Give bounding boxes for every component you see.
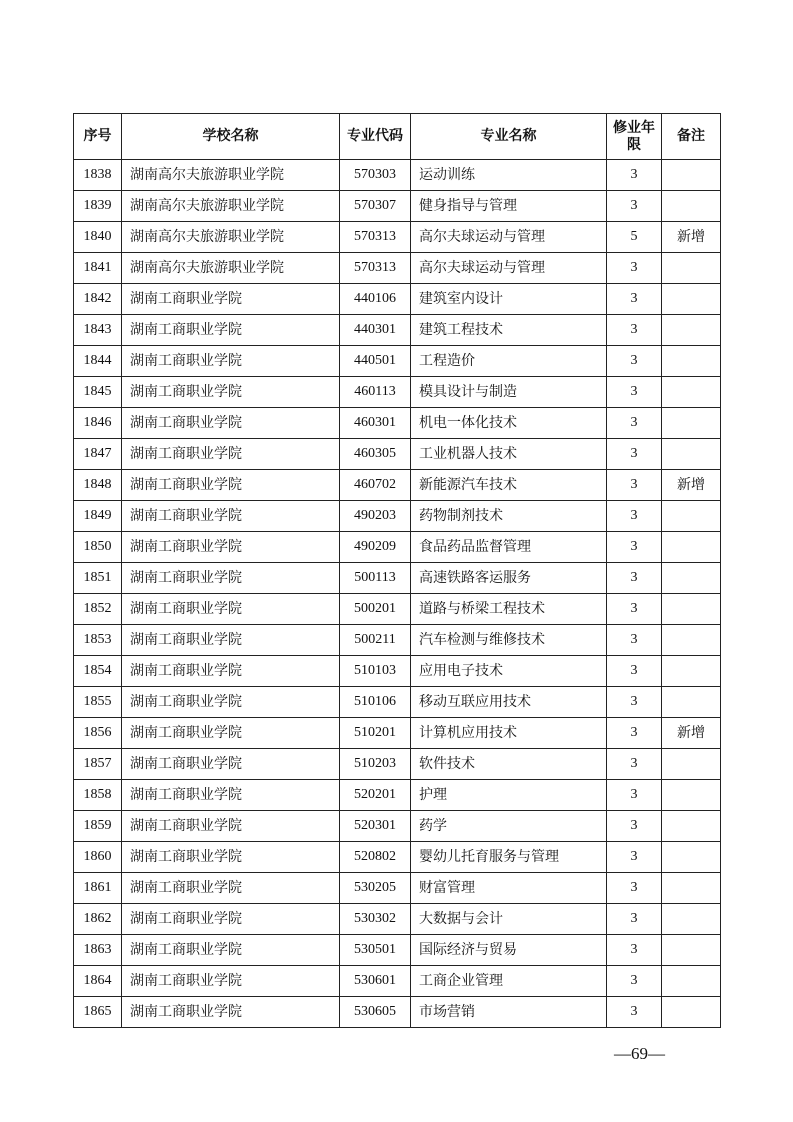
cell-code: 520201: [340, 780, 411, 811]
table-row: [74, 749, 721, 780]
cell-years: 3: [607, 532, 662, 563]
cell-major: 移动互联应用技术: [411, 687, 607, 718]
table-row: [74, 904, 721, 935]
cell-no: 1857: [74, 749, 122, 780]
cell-note: [662, 253, 721, 284]
cell-school: 湖南工商职业学院: [122, 439, 340, 470]
cell-code: 530601: [340, 966, 411, 997]
cell-code: 490203: [340, 501, 411, 532]
table-row: [74, 160, 721, 191]
cell-no: 1850: [74, 532, 122, 563]
cell-years: 3: [607, 966, 662, 997]
cell-no: 1849: [74, 501, 122, 532]
cell-no: 1841: [74, 253, 122, 284]
cell-code: 570313: [340, 222, 411, 253]
cell-school: 湖南工商职业学院: [122, 532, 340, 563]
cell-years: 3: [607, 501, 662, 532]
header-note: 备注: [662, 114, 721, 160]
table-row: [74, 346, 721, 377]
table-row: [74, 780, 721, 811]
table-row: [74, 997, 721, 1028]
cell-code: 520301: [340, 811, 411, 842]
cell-note: [662, 997, 721, 1028]
cell-school: 湖南工商职业学院: [122, 563, 340, 594]
cell-code: 500211: [340, 625, 411, 656]
cell-no: 1853: [74, 625, 122, 656]
cell-years: 3: [607, 594, 662, 625]
cell-school: 湖南工商职业学院: [122, 966, 340, 997]
cell-years: 3: [607, 191, 662, 222]
cell-years: 3: [607, 563, 662, 594]
cell-no: 1847: [74, 439, 122, 470]
cell-code: 460702: [340, 470, 411, 501]
cell-no: 1840: [74, 222, 122, 253]
cell-no: 1859: [74, 811, 122, 842]
header-major: 专业名称: [411, 114, 607, 160]
cell-code: 440301: [340, 315, 411, 346]
cell-no: 1842: [74, 284, 122, 315]
cell-school: 湖南工商职业学院: [122, 997, 340, 1028]
table-row: [74, 532, 721, 563]
cell-no: 1838: [74, 160, 122, 191]
header-years: 修业年限: [607, 114, 662, 160]
cell-no: 1852: [74, 594, 122, 625]
cell-major: 新能源汽车技术: [411, 470, 607, 501]
cell-no: 1854: [74, 656, 122, 687]
table-row: [74, 842, 721, 873]
cell-school: 湖南工商职业学院: [122, 718, 340, 749]
cell-code: 570313: [340, 253, 411, 284]
cell-no: 1865: [74, 997, 122, 1028]
cell-years: 3: [607, 904, 662, 935]
cell-years: 3: [607, 935, 662, 966]
cell-no: 1858: [74, 780, 122, 811]
cell-note: [662, 501, 721, 532]
cell-code: 490209: [340, 532, 411, 563]
cell-school: 湖南工商职业学院: [122, 749, 340, 780]
cell-years: 3: [607, 315, 662, 346]
table-body: [74, 160, 721, 1028]
cell-major: 模具设计与制造: [411, 377, 607, 408]
cell-no: 1860: [74, 842, 122, 873]
majors-table: [73, 113, 721, 1028]
cell-school: 湖南工商职业学院: [122, 656, 340, 687]
cell-no: 1848: [74, 470, 122, 501]
cell-school: 湖南工商职业学院: [122, 594, 340, 625]
page-number: —69—: [614, 1044, 665, 1063]
table-row: [74, 253, 721, 284]
cell-note: [662, 377, 721, 408]
cell-years: 3: [607, 625, 662, 656]
table-row: [74, 656, 721, 687]
table-row: [74, 687, 721, 718]
table-row: [74, 315, 721, 346]
cell-major: 工业机器人技术: [411, 439, 607, 470]
cell-school: 湖南工商职业学院: [122, 625, 340, 656]
cell-code: 530501: [340, 935, 411, 966]
cell-school: 湖南工商职业学院: [122, 873, 340, 904]
cell-major: 护理: [411, 780, 607, 811]
cell-code: 510106: [340, 687, 411, 718]
cell-years: 3: [607, 811, 662, 842]
cell-note: [662, 625, 721, 656]
cell-code: 530205: [340, 873, 411, 904]
cell-major: 高尔夫球运动与管理: [411, 222, 607, 253]
cell-major: 机电一体化技术: [411, 408, 607, 439]
cell-note: [662, 811, 721, 842]
cell-school: 湖南高尔夫旅游职业学院: [122, 253, 340, 284]
table-row: [74, 284, 721, 315]
cell-code: 510201: [340, 718, 411, 749]
table-row: [74, 191, 721, 222]
cell-no: 1851: [74, 563, 122, 594]
cell-code: 460113: [340, 377, 411, 408]
cell-years: 3: [607, 718, 662, 749]
table-row: [74, 966, 721, 997]
table-header-row: [74, 114, 721, 160]
cell-note: [662, 594, 721, 625]
cell-code: 520802: [340, 842, 411, 873]
table-row: [74, 439, 721, 470]
cell-note: [662, 408, 721, 439]
cell-school: 湖南工商职业学院: [122, 315, 340, 346]
cell-school: 湖南工商职业学院: [122, 687, 340, 718]
cell-code: 440106: [340, 284, 411, 315]
cell-major: 软件技术: [411, 749, 607, 780]
cell-note: [662, 346, 721, 377]
cell-school: 湖南工商职业学院: [122, 284, 340, 315]
table-row: [74, 594, 721, 625]
cell-school: 湖南工商职业学院: [122, 904, 340, 935]
cell-school: 湖南工商职业学院: [122, 377, 340, 408]
cell-school: 湖南工商职业学院: [122, 811, 340, 842]
header-no: 序号: [74, 114, 122, 160]
cell-note: [662, 160, 721, 191]
cell-note: [662, 284, 721, 315]
cell-note: [662, 656, 721, 687]
cell-school: 湖南工商职业学院: [122, 842, 340, 873]
cell-major: 药物制剂技术: [411, 501, 607, 532]
cell-years: 3: [607, 749, 662, 780]
cell-years: 3: [607, 687, 662, 718]
cell-note: 新增: [662, 718, 721, 749]
cell-school: 湖南高尔夫旅游职业学院: [122, 191, 340, 222]
cell-note: [662, 191, 721, 222]
cell-note: [662, 749, 721, 780]
cell-major: 建筑室内设计: [411, 284, 607, 315]
cell-note: [662, 563, 721, 594]
cell-school: 湖南工商职业学院: [122, 470, 340, 501]
cell-code: 440501: [340, 346, 411, 377]
cell-school: 湖南高尔夫旅游职业学院: [122, 222, 340, 253]
table-row: [74, 873, 721, 904]
cell-major: 高速铁路客运服务: [411, 563, 607, 594]
cell-code: 530605: [340, 997, 411, 1028]
cell-note: [662, 842, 721, 873]
cell-code: 500201: [340, 594, 411, 625]
cell-major: 大数据与会计: [411, 904, 607, 935]
cell-note: [662, 439, 721, 470]
cell-no: 1846: [74, 408, 122, 439]
table-row: [74, 935, 721, 966]
cell-major: 健身指导与管理: [411, 191, 607, 222]
header-code: 专业代码: [340, 114, 411, 160]
cell-note: [662, 780, 721, 811]
cell-major: 建筑工程技术: [411, 315, 607, 346]
table-row: [74, 408, 721, 439]
table-row: [74, 718, 721, 749]
cell-no: 1845: [74, 377, 122, 408]
cell-years: 3: [607, 842, 662, 873]
cell-code: 500113: [340, 563, 411, 594]
cell-years: 3: [607, 408, 662, 439]
cell-school: 湖南工商职业学院: [122, 346, 340, 377]
cell-major: 应用电子技术: [411, 656, 607, 687]
cell-no: 1864: [74, 966, 122, 997]
cell-no: 1844: [74, 346, 122, 377]
table-row: [74, 377, 721, 408]
cell-major: 财富管理: [411, 873, 607, 904]
cell-years: 3: [607, 656, 662, 687]
cell-years: 3: [607, 284, 662, 315]
cell-note: [662, 904, 721, 935]
cell-years: 3: [607, 470, 662, 501]
cell-no: 1861: [74, 873, 122, 904]
cell-note: [662, 687, 721, 718]
cell-note: [662, 935, 721, 966]
cell-major: 婴幼儿托育服务与管理: [411, 842, 607, 873]
table-row: [74, 222, 721, 253]
cell-years: 5: [607, 222, 662, 253]
cell-major: 运动训练: [411, 160, 607, 191]
cell-years: 3: [607, 253, 662, 284]
table-row: [74, 470, 721, 501]
cell-code: 510203: [340, 749, 411, 780]
cell-school: 湖南工商职业学院: [122, 408, 340, 439]
cell-no: 1863: [74, 935, 122, 966]
table-row: [74, 563, 721, 594]
cell-code: 570303: [340, 160, 411, 191]
cell-no: 1856: [74, 718, 122, 749]
cell-school: 湖南工商职业学院: [122, 935, 340, 966]
cell-no: 1855: [74, 687, 122, 718]
cell-note: [662, 532, 721, 563]
cell-school: 湖南工商职业学院: [122, 780, 340, 811]
cell-major: 高尔夫球运动与管理: [411, 253, 607, 284]
cell-major: 食品药品监督管理: [411, 532, 607, 563]
table-row: [74, 625, 721, 656]
cell-no: 1839: [74, 191, 122, 222]
cell-note: 新增: [662, 470, 721, 501]
cell-note: [662, 315, 721, 346]
cell-years: 3: [607, 997, 662, 1028]
cell-major: 道路与桥梁工程技术: [411, 594, 607, 625]
cell-no: 1862: [74, 904, 122, 935]
header-school: 学校名称: [122, 114, 340, 160]
cell-major: 工程造价: [411, 346, 607, 377]
cell-code: 460305: [340, 439, 411, 470]
cell-years: 3: [607, 780, 662, 811]
cell-school: 湖南高尔夫旅游职业学院: [122, 160, 340, 191]
cell-major: 汽车检测与维修技术: [411, 625, 607, 656]
cell-note: 新增: [662, 222, 721, 253]
cell-years: 3: [607, 346, 662, 377]
cell-code: 570307: [340, 191, 411, 222]
cell-note: [662, 966, 721, 997]
cell-major: 国际经济与贸易: [411, 935, 607, 966]
cell-note: [662, 873, 721, 904]
cell-no: 1843: [74, 315, 122, 346]
table-row: [74, 501, 721, 532]
cell-years: 3: [607, 873, 662, 904]
cell-major: 市场营销: [411, 997, 607, 1028]
cell-school: 湖南工商职业学院: [122, 501, 340, 532]
cell-years: 3: [607, 377, 662, 408]
cell-code: 510103: [340, 656, 411, 687]
table-row: [74, 811, 721, 842]
cell-major: 计算机应用技术: [411, 718, 607, 749]
cell-code: 530302: [340, 904, 411, 935]
cell-years: 3: [607, 439, 662, 470]
cell-years: 3: [607, 160, 662, 191]
cell-code: 460301: [340, 408, 411, 439]
cell-major: 工商企业管理: [411, 966, 607, 997]
cell-major: 药学: [411, 811, 607, 842]
